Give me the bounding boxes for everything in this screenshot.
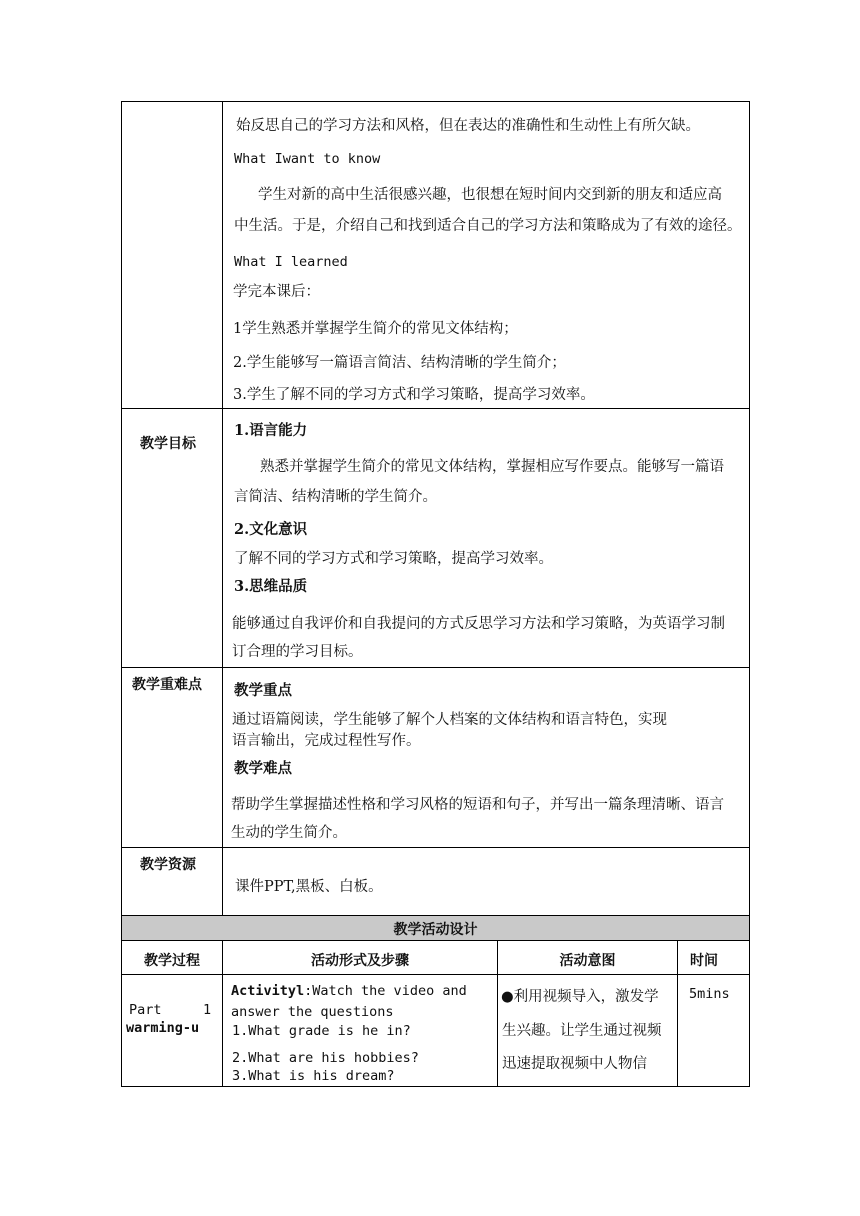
intent-line-3: 迅速提取视频中人物信 — [502, 1056, 647, 1072]
key-point-line-2: 语言输出，完成过程性写作。 — [232, 733, 421, 749]
activity-design-title: 教学活动设计 — [393, 922, 478, 938]
difficult-point-heading: 教学难点 — [234, 760, 292, 777]
learned-item-2: 2.学生能够写一篇语言简洁、结构清晰的学生简介； — [233, 355, 566, 371]
question-3: 3.What is his dream? — [232, 1068, 395, 1084]
intent-line-1: ●利用视频导入，激发学 — [501, 989, 659, 1005]
activity-name: Activityl — [231, 983, 305, 999]
reflect-line: 始反思自己的学习方法和风格，但在表达的准确性和生动性上有所欠缺。 — [236, 118, 700, 134]
objective-language-line-2: 言简洁、结构清晰的学生简介。 — [234, 489, 437, 505]
activity-line-2: answer the questions — [231, 1004, 394, 1020]
part-label: Part — [129, 1002, 162, 1018]
objective-culture-text: 了解不同的学习方式和学习策略，提高学习效率。 — [234, 551, 553, 567]
table-bottom-border — [121, 1086, 750, 1087]
objective-heading-culture: 2.文化意识 — [234, 521, 308, 538]
label-column-divider-top — [222, 101, 223, 916]
question-2: 2.What are his hobbies? — [232, 1050, 419, 1066]
learned-intro: 学完本课后： — [233, 284, 320, 300]
objective-heading-thinking: 3.思维品质 — [234, 578, 308, 595]
objective-heading-language: 1.语言能力 — [234, 422, 308, 439]
resources-text: 课件PPT,黑板、白板。 — [235, 879, 383, 895]
activity-instruction: :Watch the video and — [304, 983, 467, 999]
part-name: warming-u — [126, 1020, 200, 1036]
row-divider-3 — [121, 847, 750, 848]
difficult-point-line-2: 生动的学生简介。 — [231, 825, 347, 841]
learned-heading: What I learned — [234, 254, 348, 270]
resources-label: 教学资源 — [140, 857, 196, 873]
objective-thinking-line-2: 订合理的学习目标。 — [232, 644, 363, 660]
intent-line-2: 生兴趣。让学生通过视频 — [502, 1023, 662, 1039]
objectives-label: 教学目标 — [140, 436, 196, 452]
header-process: 教学过程 — [144, 953, 200, 969]
row-divider-5 — [121, 940, 750, 941]
table-left-border — [121, 101, 122, 1087]
header-intent: 活动意图 — [559, 953, 616, 969]
row-divider-1 — [121, 408, 750, 409]
header-steps: 活动形式及步骤 — [311, 953, 409, 969]
row-divider-2 — [121, 667, 750, 668]
activity-time: 5mins — [689, 986, 730, 1002]
objective-thinking-line-1: 能够通过自我评价和自我提问的方式反思学习方法和学习策略，为英语学习制 — [232, 616, 725, 632]
key-point-line-1: 通过语篇阅读，学生能够了解个人档案的文体结构和语言特色，实现 — [232, 712, 667, 728]
want-paragraph-line-1: 学生对新的高中生活很感兴趣，也很想在短时间内交到新的朋友和适应高 — [258, 187, 722, 203]
want-paragraph-line-2: 中生活。于是，介绍自己和找到适合自己的学习方法和策略成为了有效的途径。 — [234, 218, 742, 234]
header-time: 时间 — [690, 953, 718, 969]
table-top-border — [121, 101, 750, 102]
table-right-border — [749, 101, 750, 1087]
key-point-heading: 教学重点 — [234, 682, 292, 699]
learned-item-3: 3.学生了解不同的学习方式和学习策略，提高学习效率。 — [233, 387, 595, 403]
key-points-label: 教学重难点 — [132, 677, 202, 693]
intent-time-divider — [677, 940, 678, 1087]
difficult-point-line-1: 帮助学生掌握描述性格和学习风格的短语和句子，并写出一篇条理清晰、语言 — [231, 797, 724, 813]
objective-language-line-1: 熟悉并掌握学生简介的常见文体结构，掌握相应写作要点。能够写一篇语 — [260, 459, 724, 475]
part-number: 1 — [203, 1002, 212, 1018]
question-1: 1.What grade is he in? — [232, 1023, 411, 1039]
activity-line-1 — [231, 983, 467, 999]
row-divider-6 — [121, 974, 750, 975]
learned-item-1: 1学生熟悉并掌握学生简介的常见文体结构； — [233, 321, 518, 337]
want-heading: What Iwant to know — [234, 151, 381, 167]
